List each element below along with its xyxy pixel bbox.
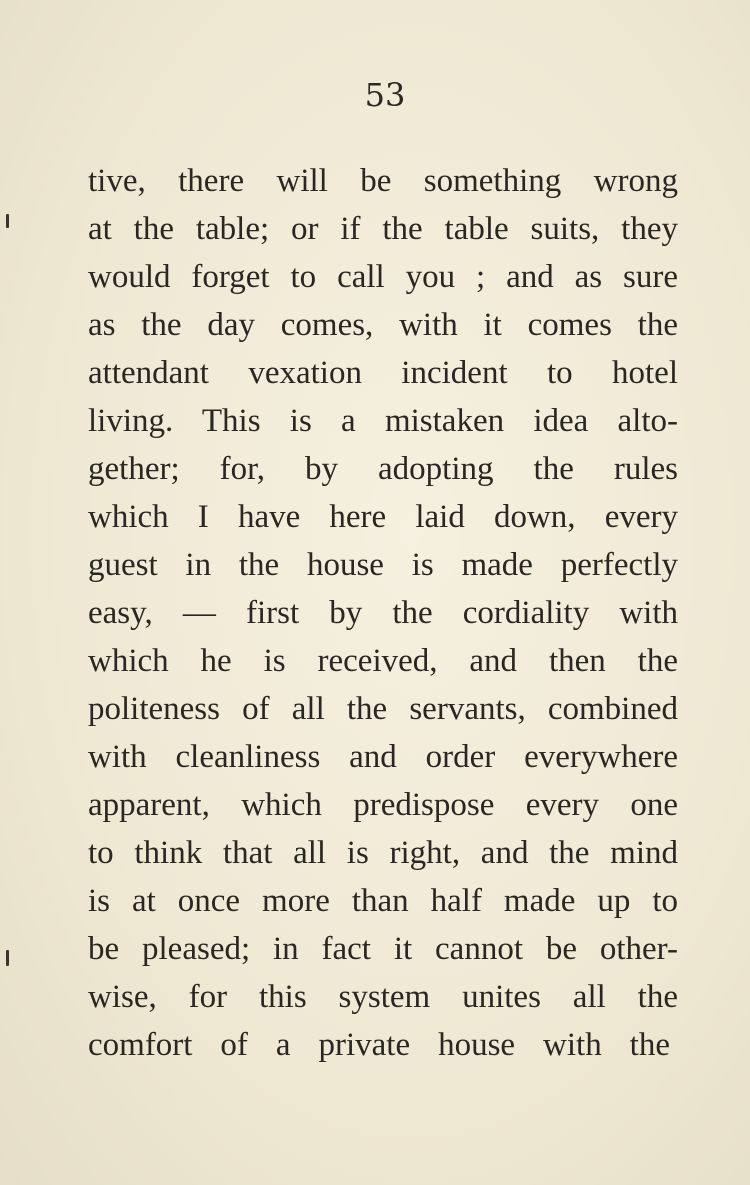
- text-line: be pleased; in fact it cannot be other-: [88, 931, 678, 967]
- text-line: tive, there will be something wrong: [88, 163, 678, 199]
- margin-ink-mark: [6, 950, 9, 966]
- margin-ink-mark: [6, 214, 9, 228]
- text-line: apparent, which predispose every one: [88, 787, 678, 823]
- text-line: politeness of all the servants, combined: [88, 691, 678, 727]
- text-line: would forget to call you ; and as sure: [88, 259, 678, 295]
- text-line: to think that all is right, and the mind: [88, 835, 678, 871]
- text-line: as the day comes, with it comes the: [88, 307, 678, 343]
- text-line: which I have here laid down, every: [88, 499, 678, 535]
- text-line: gether; for, by adopting the rules: [88, 451, 678, 487]
- text-line: which he is received, and then the: [88, 643, 678, 679]
- text-line: living. This is a mistaken idea alto-: [88, 403, 678, 439]
- text-line: wise, for this system unites all the: [88, 979, 678, 1015]
- text-line: at the table; or if the table suits, they: [88, 211, 678, 247]
- text-line: attendant vexation incident to hotel: [88, 355, 678, 391]
- body-text: [88, 157, 678, 1069]
- text-line: easy, — first by the cordiality with: [88, 595, 678, 631]
- text-line: guest in the house is made perfectly: [88, 547, 678, 583]
- text-line: is at once more than half made up to: [88, 883, 678, 919]
- page-number: 53: [364, 76, 406, 114]
- text-line: with cleanliness and order everywhere: [88, 739, 678, 775]
- text-line: comfort of a private house with the: [88, 1027, 670, 1063]
